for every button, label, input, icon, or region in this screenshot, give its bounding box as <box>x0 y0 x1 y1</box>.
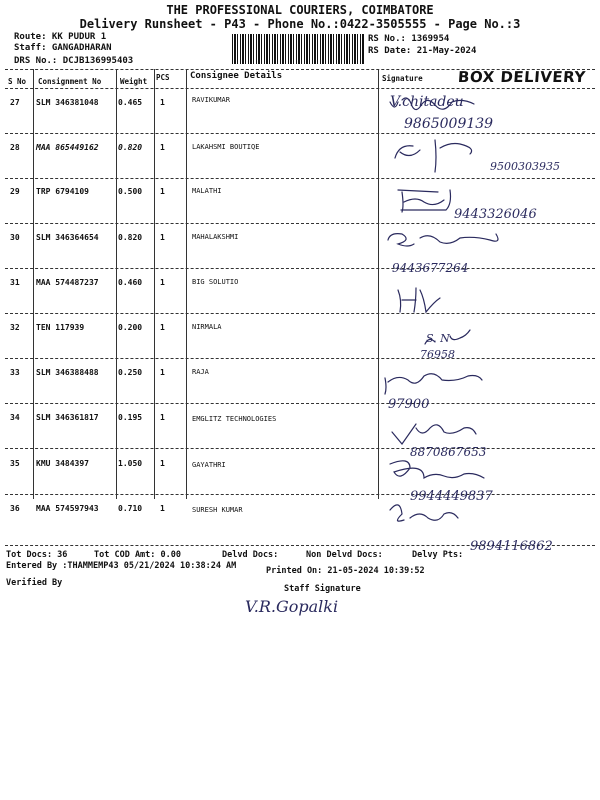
row-consignee: RAVIKUMAR <box>192 96 230 104</box>
row-pcs: 1 <box>160 187 165 196</box>
row-consignment: KMU 3484397 <box>36 459 89 468</box>
row-weight: 0.200 <box>118 323 143 332</box>
row-weight: 0.710 <box>118 504 143 513</box>
col-header-consignment: Consignment No <box>38 77 102 86</box>
staff-signature-label: Staff Signature <box>284 584 361 594</box>
signature-phone: 9443677264 <box>392 261 469 275</box>
row-weight: 0.460 <box>118 278 143 287</box>
row-weight: 1.050 <box>118 459 143 468</box>
route-label: Route: KK PUDUR 1 <box>14 32 107 42</box>
row-consignee: EMGLITZ TECHNOLOGIES <box>192 415 277 423</box>
signature-phone: 76958 <box>420 348 455 361</box>
company-title: THE PROFESSIONAL COURIERS, COIMBATORE <box>166 3 434 17</box>
signature-phone: 97900 <box>388 397 430 412</box>
table-top-rule <box>5 69 595 70</box>
printed-on: Printed On: 21-05-2024 10:39:52 <box>266 566 425 576</box>
signature-scribble <box>398 190 451 212</box>
row-consignment: MAA 574487237 <box>36 278 99 287</box>
signature-scribble <box>385 374 482 394</box>
delivery-points: Delvy Pts: <box>412 550 464 560</box>
signature-phone: 9500303935 <box>490 160 560 173</box>
staff-label: Staff: GANGADHARAN <box>14 43 112 53</box>
row-weight: 0.195 <box>118 413 143 422</box>
row-sno: 29 <box>10 187 20 196</box>
total-cod: Tot COD Amt: 0.00 <box>94 550 181 560</box>
signatures-area <box>380 90 595 554</box>
row-consignment: SLM 346388488 <box>36 368 99 377</box>
row-consignee: RAJA <box>192 368 209 376</box>
row-sno: 28 <box>10 143 20 152</box>
row-consignment: TEN 117939 <box>36 323 85 332</box>
col-header-consignee: Consignee Details <box>190 71 283 81</box>
box-delivery-stamp: BOX DELIVERY <box>457 68 587 86</box>
row-consignee: SURESH KUMAR <box>192 506 243 514</box>
row-sno: 27 <box>10 98 20 107</box>
runsheet-subtitle: Delivery Runsheet - P43 - Phone No.:0422-3505555 - Page No.:3 <box>79 17 521 31</box>
signature-name: V.chitadeu <box>390 94 464 110</box>
signature-phone: 9865009139 <box>404 116 494 132</box>
row-pcs: 1 <box>160 98 165 107</box>
signature-phone: 9944449837 <box>410 489 493 504</box>
row-consignment: MAA 574597943 <box>36 504 99 513</box>
table-header-rule <box>5 88 595 89</box>
drs-number: DRS No.: DCJB136995403 <box>14 56 134 66</box>
row-weight: 0.820 <box>118 233 143 242</box>
signature-phone: 8870867653 <box>410 445 487 459</box>
row-pcs: 1 <box>160 323 165 332</box>
row-pcs: 1 <box>160 413 165 422</box>
row-pcs: 1 <box>160 233 165 242</box>
row-sno: 33 <box>10 368 20 377</box>
row-weight: 0.250 <box>118 368 143 377</box>
rs-date: RS Date: 21-May-2024 <box>368 46 477 56</box>
row-pcs: 1 <box>160 504 165 513</box>
row-consignee: LAKAHSMI BOUTIQE <box>192 143 260 151</box>
row-consignment: SLM 346381048 <box>36 98 99 107</box>
row-pcs: 1 <box>160 143 165 152</box>
row-weight: 0.500 <box>118 187 143 196</box>
signature-scribble <box>392 424 476 444</box>
signature-scribble <box>395 140 472 172</box>
row-weight: 0.465 <box>118 98 143 107</box>
delivered-docs: Delvd Docs: <box>222 550 279 560</box>
row-pcs: 1 <box>160 459 165 468</box>
signature-phone: 9443326046 <box>454 207 537 222</box>
col-header-weight: Weight <box>120 77 148 86</box>
row-weight: 0.820 <box>118 143 143 152</box>
entered-by: Entered By :THAMMEMP43 05/21/2024 10:38:24 AM <box>6 561 237 571</box>
signature-name: S. N <box>426 332 450 345</box>
row-consignment: TRP 6794109 <box>36 187 89 196</box>
row-sno: 30 <box>10 233 20 242</box>
row-pcs: 1 <box>160 368 165 377</box>
rs-number: RS No.: 1369954 <box>368 34 450 44</box>
row-consignee: MALATHI <box>192 187 222 195</box>
signature-scribble <box>398 288 440 312</box>
col-header-sno: S No <box>8 77 27 86</box>
row-sno: 35 <box>10 459 20 468</box>
row-sno: 32 <box>10 323 20 332</box>
row-sno: 31 <box>10 278 20 287</box>
row-consignee: GAYATHRI <box>192 461 226 469</box>
row-consignment: SLM 346361817 <box>36 413 99 422</box>
row-consignee: MAHALAKSHMI <box>192 233 239 241</box>
signature-scribble <box>390 505 458 521</box>
col-header-pcs: PCS <box>156 73 170 82</box>
staff-signature: V.R.Gopalki <box>245 597 339 616</box>
row-consignment: MAA 865449162 <box>36 143 99 152</box>
barcode <box>232 34 364 64</box>
verified-by: Verified By <box>6 578 63 588</box>
row-consignee: NIRMALA <box>192 323 222 331</box>
row-pcs: 1 <box>160 278 165 287</box>
row-sno: 34 <box>10 413 20 422</box>
col-header-signature: Signature <box>382 74 423 83</box>
non-delivered-docs: Non Delvd Docs: <box>306 550 383 560</box>
signature-scribble <box>388 234 498 246</box>
signature-scribble <box>390 461 484 478</box>
signature-phone: 9894116862 <box>470 539 553 554</box>
total-docs: Tot Docs: 36 <box>6 550 68 560</box>
row-consignee: BIG SOLUTIO <box>192 278 239 286</box>
row-consignment: SLM 346364654 <box>36 233 99 242</box>
row-sno: 36 <box>10 504 20 513</box>
